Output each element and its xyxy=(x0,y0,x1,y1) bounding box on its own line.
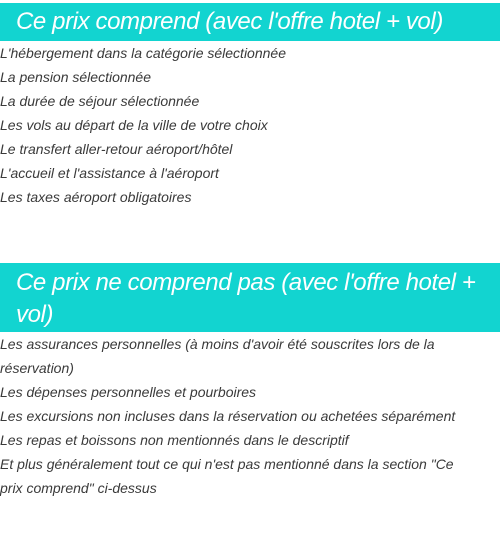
included-list xyxy=(0,41,500,209)
list-item: Les excursions non incluses dans la réservation ou achetées séparément xyxy=(0,408,456,424)
list-item: Et plus généralement tout ce qui n'est pas mentionné dans la section "Ce prix comprend" ci-dessus xyxy=(0,456,454,496)
list-item: Les repas et boissons non mentionnés dans le descriptif xyxy=(0,432,349,448)
list-item: L'accueil et l'assistance à l'aéroport xyxy=(0,165,219,181)
included-section xyxy=(0,3,500,209)
list-item: Les vols au départ de la ville de votre choix xyxy=(0,117,268,133)
list-item: Les taxes aéroport obligatoires xyxy=(0,189,192,205)
list-item: L'hébergement dans la catégorie sélectionnée xyxy=(0,45,286,61)
excluded-section xyxy=(0,263,500,500)
list-item: La pension sélectionnée xyxy=(0,69,152,85)
list-item: La durée de séjour sélectionnée xyxy=(0,93,200,109)
list-item: Le transfert aller-retour aéroport/hôtel xyxy=(0,141,233,157)
included-heading: Ce prix comprend (avec l'offre hotel + vol) xyxy=(0,3,500,41)
excluded-heading: Ce prix ne comprend pas (avec l'offre hotel + vol) xyxy=(0,263,500,332)
excluded-list xyxy=(0,332,500,500)
list-item: Les assurances personnelles (à moins d'avoir été souscrites lors de la réservation) xyxy=(0,336,435,376)
list-item: Les dépenses personnelles et pourboires xyxy=(0,384,257,400)
